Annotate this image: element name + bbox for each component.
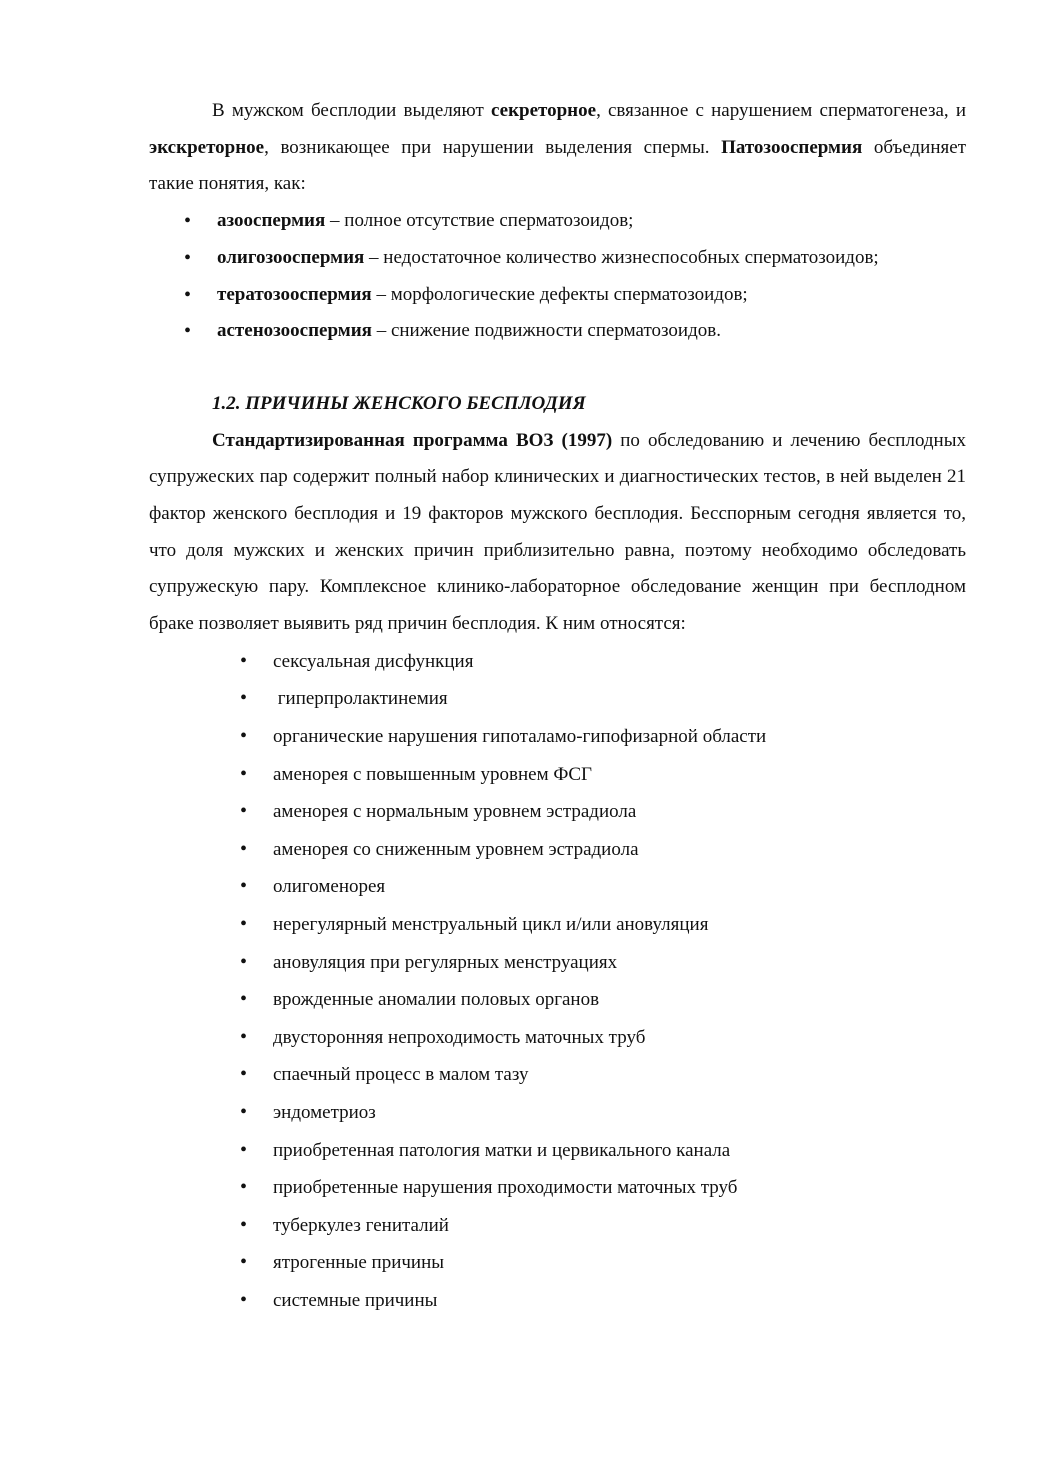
male-infertility-list — [149, 203, 966, 350]
list-item — [149, 203, 966, 240]
list-item-desc: – полное отсутствие сперматозоидов; — [325, 210, 634, 232]
who-program-title: Стандартизированная программа ВОЗ (1997) — [212, 429, 613, 451]
list-item — [149, 240, 966, 277]
list-item: • приобретенные нарушения проходимости маточных труб — [149, 1169, 966, 1207]
female-causes-list — [149, 643, 966, 1320]
intro-text-3: , возникающее при нарушении выделения спермы. — [264, 136, 722, 158]
list-item: • сексуальная дисфункция — [149, 643, 966, 681]
list-item: • аменорея с нормальным уровнем эстрадиола — [149, 793, 966, 831]
list-item-desc: – снижение подвижности сперматозоидов. — [371, 320, 721, 342]
list-item: • органические нарушения гипоталамо-гипофизарной области — [149, 718, 966, 756]
list-item: • эндометриоз — [149, 1094, 966, 1132]
list-item: • аменорея с повышенным уровнем ФСГ — [149, 756, 966, 794]
intro-paragraph — [149, 93, 966, 203]
list-item — [149, 313, 966, 350]
list-item: • туберкулез гениталий — [149, 1207, 966, 1245]
document-page — [149, 93, 966, 1320]
list-item-desc: – морфологические дефекты сперматозоидов; — [371, 283, 748, 305]
list-item: • гиперпролактинемия — [149, 680, 966, 718]
list-item: • системные причины — [149, 1282, 966, 1320]
list-item-term: астенозооспермия — [217, 320, 372, 342]
term-secretory: секреторное — [490, 100, 597, 121]
list-item: • ятрогенные причины — [149, 1244, 966, 1282]
list-item-term: тератозооспермия — [217, 283, 372, 305]
term-excretory: экскреторное — [149, 136, 265, 158]
list-item: • нерегулярный менструальный цикл и/или ановуляция — [149, 906, 966, 944]
list-item-term: азооспермия — [217, 210, 326, 232]
list-item: • двусторонняя непроходимость маточных труб — [149, 1019, 966, 1057]
list-item: • ановуляция при регулярных менструациях — [149, 944, 966, 982]
term-pathozoospermia: Патозооспермия — [721, 136, 863, 158]
list-item: • спаечный процесс в малом тазу — [149, 1056, 966, 1094]
list-item: • аменорея со сниженным уровнем эстрадиола — [149, 831, 966, 869]
section-heading: 1.2. ПРИЧИНЫ ЖЕНСКОГО БЕСПЛОДИЯ — [212, 392, 586, 414]
section-paragraph — [149, 423, 966, 643]
section-text: по обследованию и лечению бесплодных супружеских пар содержит полный набор клинических и диагностических тестов, в ней выделен 21 фактор женского бесплодия и 19 факторов мужского бесплодия. Бесспорным сегодня является то, что доля мужских и женских причин приблизительно равна, поэтому необходимо обследовать супружескую пару. Комплексное клинико-лабораторное обследование женщин при бесплодном браке позволяет выявить ряд причин бесплодия. К ним относятся: — [149, 429, 966, 635]
list-item: • приобретенная патология матки и цервикального канала — [149, 1132, 966, 1170]
intro-text-2: , связанное с нарушением сперматогенеза, и — [596, 100, 966, 121]
intro-text-1: В мужском бесплодии выделяют — [212, 100, 491, 121]
list-item: • врожденные аномалии половых органов — [149, 981, 966, 1019]
list-item-desc: – недостаточное количество жизнеспособных сперматозоидов; — [364, 246, 879, 268]
list-item: • олигоменорея — [149, 868, 966, 906]
intro-text-4: объединяет такие понятия, как: — [149, 136, 966, 195]
list-item-term: олигозооспермия — [217, 246, 365, 268]
list-item — [149, 277, 966, 314]
